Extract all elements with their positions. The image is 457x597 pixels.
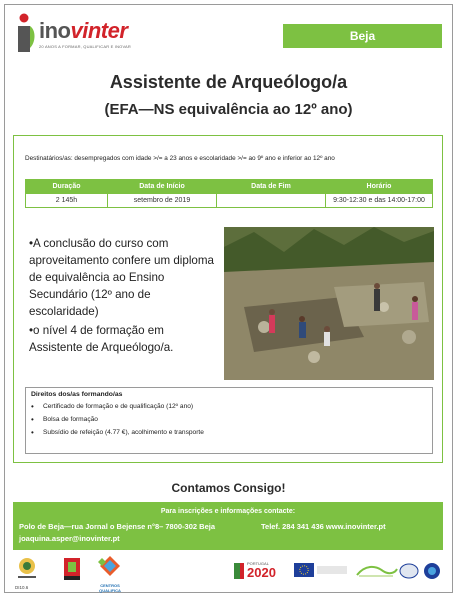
contact-heading: Para inscrições e informações contacte: — [160, 508, 296, 515]
portugal-2020-logo — [232, 561, 287, 581]
centros-qualifica-label: CENTROS QUALIFICA — [99, 583, 121, 593]
header-end-date: Data de Fim — [217, 180, 326, 194]
partner-logo-2 — [422, 562, 442, 585]
course-title: Assistente de Arqueólogo/a — [109, 72, 348, 92]
header-duration: Duração — [26, 180, 108, 194]
logo-wordmark: inovinter — [39, 18, 128, 43]
logo-tagline: 20 ANOS A FORMAR, QUALIFICAR E INOVAR — [39, 44, 132, 49]
list-item: •o nível 4 de formação em Assistente de Arqueólogo/a. — [29, 324, 174, 354]
list-item: • Subsídio de refeição (4.77 €), acolhimento e transporte — [31, 429, 427, 436]
list-item: •A conclusão do curso com aproveitamento confere um diploma de equivalência ao Ensino Secundário (12º ano de escolaridade) — [29, 237, 214, 318]
centros-qualifica-logo — [92, 554, 128, 593]
schedule-table — [25, 179, 433, 208]
inovinter-logo-mark — [14, 12, 38, 56]
contact-address: Polo de Beja—rua Jornal o Bejense n°8– 7800-302 Beja — [19, 522, 215, 531]
regional-program-logo — [355, 563, 399, 584]
cell-end-date — [217, 194, 326, 208]
excavation-photo — [224, 227, 434, 380]
closing-slogan: Contamos Consigo! — [171, 481, 286, 495]
iefp-logo-icon — [62, 556, 82, 587]
contact-box — [13, 502, 443, 550]
republic-emblem-icon — [14, 556, 40, 585]
eu-fund-text-icon — [317, 566, 347, 574]
p2020-number: 2020 — [247, 565, 276, 580]
list-item: • Bolsa de formação — [31, 416, 427, 423]
cell-duration: 2 145h — [26, 194, 108, 208]
partner-logo-1 — [399, 563, 419, 584]
eu-flag-icon — [294, 563, 314, 582]
header-start-date: Data de Início — [108, 180, 217, 194]
recipients-text: Destinatários/as: desempregados com idade >/= a 23 anos e escolaridade >/= ao 9º ano e inferior ao 12º ano — [25, 155, 335, 162]
header-schedule: Horário — [326, 180, 433, 194]
portugal-label: PORTUGAL — [247, 561, 269, 566]
contact-email[interactable]: joaquina.asper@inovinter.pt — [19, 534, 120, 543]
trainee-rights-box — [25, 387, 433, 454]
rights-title: Direitos dos/as formando/as — [31, 391, 123, 398]
course-details-box — [13, 135, 443, 463]
list-item: • Certificado de formação e de qualificação (12º ano) — [31, 403, 427, 410]
course-subtitle: (EFA—NS equivalência ao 12º ano) — [104, 101, 353, 118]
outcome-bullets — [29, 235, 219, 358]
cell-schedule: 9:30-12:30 e das 14:00-17:00 — [326, 194, 433, 208]
table-row — [26, 194, 433, 208]
document-code: DI10.6 — [15, 585, 29, 590]
location-badge: Beja — [283, 24, 442, 48]
cell-start-date: setembro de 2019 — [108, 194, 217, 208]
contact-phone-website[interactable]: Telef. 284 341 436 www.inovinter.pt — [261, 522, 386, 531]
inovinter-logo — [14, 10, 134, 56]
